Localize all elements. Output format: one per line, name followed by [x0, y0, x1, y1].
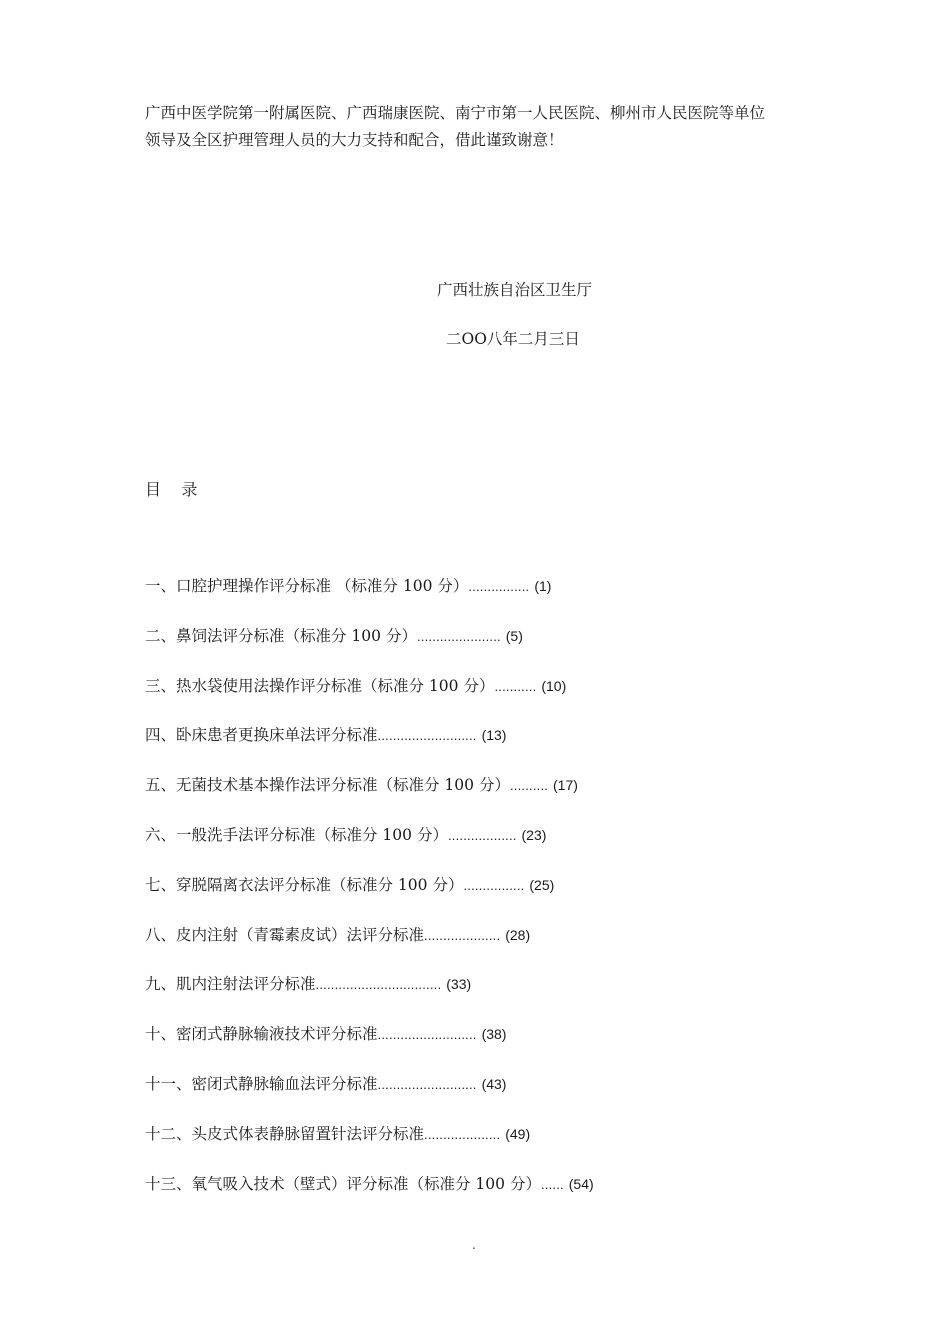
toc-item-leader: .......... [509, 778, 549, 794]
toc-item-leader: ................ [463, 877, 525, 893]
toc-item-leader: ................................. [315, 977, 442, 993]
toc-item[interactable] [145, 1073, 594, 1123]
toc-item-leader: .................... [424, 927, 501, 943]
toc-item[interactable] [145, 774, 594, 824]
signature-date: 二OO八年二月三日 [446, 330, 580, 348]
toc-item[interactable] [145, 824, 594, 874]
toc-item-leader: .................. [447, 827, 517, 843]
toc-item-page: (23) [521, 826, 547, 843]
toc-item[interactable] [145, 1123, 594, 1173]
toc-item-page: (43) [481, 1075, 507, 1092]
toc-item-text: 十三、氧气吸入技术（壁式）评分标准（标准分 100 分） [145, 1174, 541, 1193]
toc-item-leader: ................ [468, 579, 530, 594]
toc-item-page: (5) [505, 627, 523, 644]
footer-mark: . [472, 1238, 476, 1252]
toc-item-text: 二、鼻饲法评分标准（标准分 100 分） [145, 626, 417, 645]
toc-item-page: (13) [481, 727, 507, 744]
acknowledgement-line-1: 广西中医学院第一附属医院、广西瑞康医院、南宁市第一人民医院、柳州市人民医院等单位 [145, 104, 766, 122]
toc-item-leader: .......................... [377, 1076, 477, 1092]
toc-item-text: 四、卧床患者更换床单法评分标准 [145, 726, 378, 745]
toc-item-page: (25) [529, 876, 555, 893]
toc-item[interactable] [145, 675, 594, 725]
toc-item-page: (49) [505, 1125, 531, 1142]
acknowledgement-paragraph [145, 100, 825, 154]
toc-item-page: (38) [481, 1026, 507, 1043]
toc-item-page: (10) [541, 677, 567, 694]
toc-item-page: (54) [568, 1175, 594, 1192]
toc-item-text: 一、口腔护理操作评分标准 （标准分 100 分） [145, 577, 469, 595]
toc-item-leader: ........... [494, 678, 537, 694]
toc-item-leader: .......................... [377, 728, 477, 744]
toc-title: 目 录 [145, 480, 198, 499]
toc-item[interactable] [145, 1023, 594, 1073]
toc-item-text: 三、热水袋使用法操作评分标准（标准分 100 分） [145, 676, 495, 695]
toc-item-text: 五、无菌技术基本操作法评分标准（标准分 100 分） [145, 776, 510, 795]
toc-item-text: 九、肌内注射法评分标准 [145, 975, 316, 994]
toc-item-text: 八、皮内注射（青霉素皮试）法评分标准 [145, 925, 425, 944]
toc-item[interactable] [145, 973, 594, 1023]
toc-item-text: 六、一般洗手法评分标准（标准分 100 分） [145, 825, 448, 844]
toc-item-leader: ...................... [416, 628, 501, 644]
toc-item[interactable] [145, 724, 594, 774]
toc-item[interactable] [145, 874, 594, 924]
toc-item-leader: .......................... [377, 1027, 477, 1043]
toc-item-leader: ...... [540, 1176, 564, 1192]
toc-item-leader: .................... [424, 1126, 501, 1142]
signature-organization: 广西壮族自治区卫生厅 [437, 281, 593, 299]
toc-list [145, 575, 594, 1222]
toc-item[interactable] [145, 625, 594, 675]
toc-item[interactable] [145, 924, 594, 974]
toc-item-text: 十一、密闭式静脉输血法评分标准 [145, 1074, 378, 1093]
toc-item-page: (1) [534, 578, 552, 594]
toc-item-text: 十、密闭式静脉输液技术评分标准 [145, 1025, 378, 1044]
toc-item-page: (28) [505, 926, 531, 943]
toc-item-text: 七、穿脱隔离衣法评分标准（标准分 100 分） [145, 875, 464, 894]
toc-item-page: (33) [446, 976, 472, 993]
toc-item[interactable] [145, 575, 594, 625]
acknowledgement-line-2: 领导及全区护理管理人员的大力支持和配合，借此谨致谢意！ [145, 131, 564, 149]
toc-item-page: (17) [553, 777, 578, 794]
toc-item-text: 十二、头皮式体表静脉留置针法评分标准 [145, 1124, 425, 1143]
toc-item[interactable] [145, 1173, 594, 1223]
